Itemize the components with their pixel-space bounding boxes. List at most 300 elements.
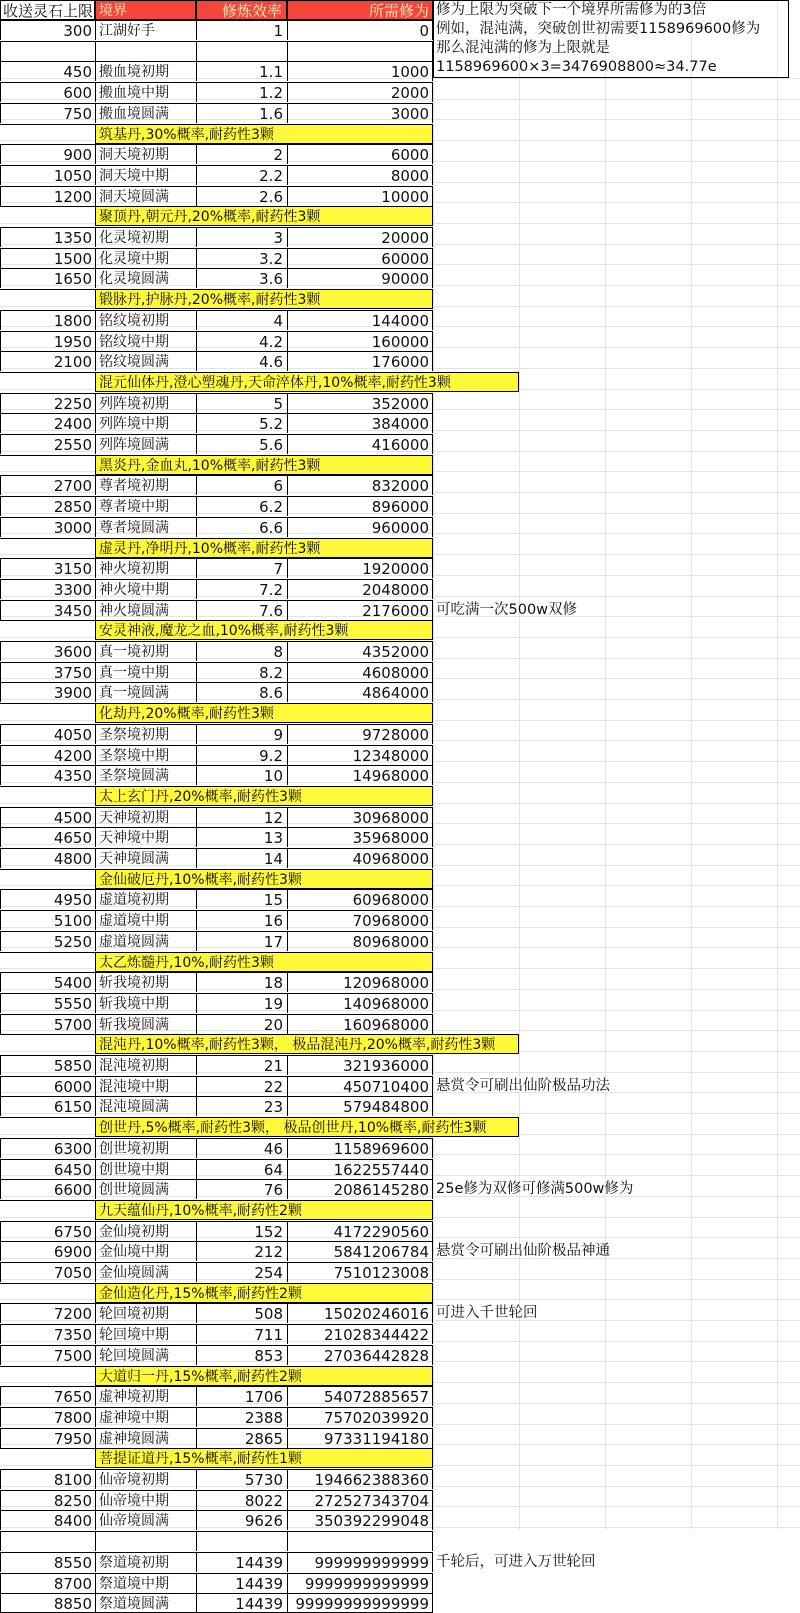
band-spacer-cell[interactable] (0, 1448, 95, 1468)
required-cell[interactable]: 60968000 (287, 889, 433, 909)
limit-cell[interactable]: 1200 (0, 186, 95, 206)
efficiency-cell[interactable]: 13 (196, 827, 287, 847)
band-spacer-cell[interactable] (0, 538, 95, 558)
realm-cell[interactable]: 斩我境初期 (95, 972, 196, 992)
efficiency-cell[interactable]: 18 (196, 972, 287, 992)
realm-cell[interactable]: 圣祭境圆满 (95, 765, 196, 785)
efficiency-cell[interactable]: 64 (196, 1159, 287, 1179)
realm-cell[interactable]: 祭道境中期 (95, 1573, 196, 1593)
limit-cell[interactable]: 7350 (0, 1324, 95, 1344)
efficiency-cell[interactable]: 9 (196, 724, 287, 744)
limit-cell[interactable]: 7950 (0, 1428, 95, 1448)
limit-cell[interactable]: 6900 (0, 1241, 95, 1261)
realm-cell[interactable]: 列阵境中期 (95, 413, 196, 433)
efficiency-cell[interactable]: 7.6 (196, 600, 287, 620)
limit-cell[interactable]: 3300 (0, 579, 95, 599)
realm-cell[interactable]: 金仙境初期 (95, 1221, 196, 1241)
efficiency-cell[interactable]: 3.6 (196, 268, 287, 288)
efficiency-cell[interactable]: 20 (196, 1014, 287, 1034)
required-cell[interactable]: 60000 (287, 248, 433, 268)
limit-cell[interactable]: 2850 (0, 496, 95, 516)
realm-cell[interactable]: 列阵境圆满 (95, 434, 196, 454)
required-cell[interactable]: 8000 (287, 165, 433, 185)
efficiency-cell[interactable]: 8 (196, 641, 287, 661)
realm-cell[interactable]: 斩我境圆满 (95, 1014, 196, 1034)
table-row (0, 413, 433, 433)
efficiency-cell[interactable] (196, 1531, 287, 1551)
table-row (0, 745, 433, 765)
table-row (0, 1241, 433, 1261)
realm-cell[interactable]: 祭道境圆满 (95, 1593, 196, 1613)
efficiency-cell[interactable]: 9626 (196, 1510, 287, 1530)
efficiency-cell[interactable]: 7.2 (196, 579, 287, 599)
required-cell[interactable]: 350392299048 (287, 1510, 433, 1530)
limit-cell[interactable]: 3900 (0, 682, 95, 702)
efficiency-cell[interactable]: 14439 (196, 1573, 287, 1593)
efficiency-cell[interactable]: 7 (196, 558, 287, 578)
efficiency-cell[interactable]: 8.2 (196, 662, 287, 682)
realm-cell[interactable]: 创世境初期 (95, 1138, 196, 1158)
limit-cell[interactable]: 5550 (0, 993, 95, 1013)
realm-cell[interactable]: 仙帝境中期 (95, 1490, 196, 1510)
efficiency-cell[interactable]: 5730 (196, 1469, 287, 1489)
efficiency-cell[interactable]: 3.2 (196, 248, 287, 268)
realm-cell[interactable]: 混沌境圆满 (95, 1096, 196, 1116)
row-note[interactable]: 可进入千世轮回 (436, 1305, 538, 1322)
required-cell[interactable]: 160968000 (287, 1014, 433, 1034)
required-cell[interactable] (287, 41, 433, 61)
efficiency-cell[interactable]: 508 (196, 1303, 287, 1323)
required-cell[interactable]: 1920000 (287, 558, 433, 578)
header-efficiency[interactable]: 修炼效率 (196, 0, 287, 20)
required-cell[interactable]: 384000 (287, 413, 433, 433)
limit-cell[interactable]: 7800 (0, 1407, 95, 1427)
required-cell[interactable]: 2000 (287, 82, 433, 102)
realm-cell[interactable]: 化灵境初期 (95, 227, 196, 247)
required-cell[interactable]: 90000 (287, 268, 433, 288)
efficiency-cell[interactable]: 1706 (196, 1386, 287, 1406)
realm-cell[interactable]: 尊者境中期 (95, 496, 196, 516)
limit-cell[interactable]: 7500 (0, 1345, 95, 1365)
efficiency-cell[interactable]: 8.6 (196, 682, 287, 702)
limit-cell[interactable]: 7650 (0, 1386, 95, 1406)
row-note[interactable]: 悬赏令可刷出仙阶极品神通 (436, 1243, 610, 1260)
limit-cell[interactable]: 3750 (0, 662, 95, 682)
limit-cell[interactable]: 4050 (0, 724, 95, 744)
realm-cell[interactable]: 神火境中期 (95, 579, 196, 599)
limit-cell[interactable]: 7050 (0, 1262, 95, 1282)
efficiency-cell[interactable]: 4.6 (196, 351, 287, 371)
required-cell[interactable]: 120968000 (287, 972, 433, 992)
efficiency-cell[interactable]: 76 (196, 1179, 287, 1199)
limit-cell[interactable]: 5400 (0, 972, 95, 992)
limit-cell[interactable]: 4950 (0, 889, 95, 909)
limit-cell[interactable]: 5250 (0, 931, 95, 951)
band-spacer-cell[interactable] (0, 206, 95, 226)
pill-band[interactable]: 太上玄门丹,20%概率,耐药性3颗 (95, 786, 433, 806)
limit-cell[interactable]: 750 (0, 103, 95, 123)
required-cell[interactable]: 352000 (287, 393, 433, 413)
required-cell[interactable]: 21028344422 (287, 1324, 433, 1344)
efficiency-cell[interactable]: 12 (196, 807, 287, 827)
limit-cell[interactable]: 6750 (0, 1221, 95, 1241)
efficiency-cell[interactable]: 152 (196, 1221, 287, 1241)
limit-cell[interactable]: 900 (0, 144, 95, 164)
realm-cell[interactable]: 洞天境圆满 (95, 186, 196, 206)
efficiency-cell[interactable]: 23 (196, 1096, 287, 1116)
required-cell[interactable]: 416000 (287, 434, 433, 454)
pill-band[interactable]: 大道归一丹,15%概率,耐药性2颗 (95, 1366, 433, 1386)
grid-column-line (777, 0, 778, 1530)
required-cell[interactable]: 99999999999999 (287, 1593, 433, 1613)
realm-cell[interactable]: 尊者境初期 (95, 475, 196, 495)
realm-cell[interactable]: 江湖好手 (95, 20, 196, 40)
required-cell[interactable]: 160000 (287, 331, 433, 351)
band-spacer-cell[interactable] (0, 952, 95, 972)
required-cell[interactable]: 14968000 (287, 765, 433, 785)
efficiency-cell[interactable]: 5 (196, 393, 287, 413)
required-cell[interactable]: 896000 (287, 496, 433, 516)
realm-cell[interactable]: 圣祭境初期 (95, 724, 196, 744)
pill-band[interactable]: 黑炎丹,金血丸,10%概率,耐药性3颗 (95, 455, 433, 475)
realm-cell[interactable]: 轮回境初期 (95, 1303, 196, 1323)
realm-cell[interactable] (95, 41, 196, 61)
limit-cell[interactable]: 8100 (0, 1469, 95, 1489)
table-row (0, 1159, 433, 1179)
row-note[interactable]: 悬赏令可刷出仙阶极品功法 (436, 1077, 610, 1094)
realm-cell[interactable]: 天神境中期 (95, 827, 196, 847)
limit-cell[interactable]: 1950 (0, 331, 95, 351)
pill-band[interactable]: 聚顶丹,朝元丹,20%概率,耐药性3颗 (95, 206, 433, 226)
limit-cell[interactable]: 5700 (0, 1014, 95, 1034)
band-spacer-cell[interactable] (0, 455, 95, 475)
realm-cell[interactable]: 虚道境圆满 (95, 931, 196, 951)
efficiency-cell[interactable]: 19 (196, 993, 287, 1013)
efficiency-cell[interactable]: 2865 (196, 1428, 287, 1448)
required-cell[interactable]: 194662388360 (287, 1469, 433, 1489)
realm-cell[interactable]: 虚神境初期 (95, 1386, 196, 1406)
limit-cell[interactable]: 8400 (0, 1510, 95, 1530)
efficiency-cell[interactable] (196, 41, 287, 61)
efficiency-cell[interactable]: 16 (196, 910, 287, 930)
limit-cell[interactable]: 2550 (0, 434, 95, 454)
realm-cell[interactable]: 真一境初期 (95, 641, 196, 661)
realm-cell[interactable]: 创世境圆满 (95, 1179, 196, 1199)
realm-cell[interactable]: 洞天境中期 (95, 165, 196, 185)
limit-cell[interactable]: 3450 (0, 600, 95, 620)
band-spacer-cell[interactable] (0, 1283, 95, 1303)
efficiency-cell[interactable]: 711 (196, 1324, 287, 1344)
required-cell[interactable]: 3000 (287, 103, 433, 123)
limit-cell[interactable]: 6450 (0, 1159, 95, 1179)
limit-cell[interactable]: 3150 (0, 558, 95, 578)
limit-cell[interactable]: 2700 (0, 475, 95, 495)
band-spacer-cell[interactable] (0, 703, 95, 723)
required-cell[interactable]: 40968000 (287, 848, 433, 868)
required-cell[interactable]: 15020246016 (287, 1303, 433, 1323)
realm-cell[interactable] (95, 1531, 196, 1551)
required-cell[interactable]: 97331194180 (287, 1428, 433, 1448)
efficiency-cell[interactable]: 254 (196, 1262, 287, 1282)
required-cell[interactable]: 176000 (287, 351, 433, 371)
limit-cell[interactable]: 8550 (0, 1552, 95, 1572)
limit-cell[interactable]: 5850 (0, 1055, 95, 1075)
realm-cell[interactable]: 洞天境初期 (95, 144, 196, 164)
efficiency-cell[interactable]: 9.2 (196, 745, 287, 765)
required-cell[interactable]: 4172290560 (287, 1221, 433, 1241)
limit-cell[interactable]: 6300 (0, 1138, 95, 1158)
pill-band[interactable]: 锻脉丹,护脉丹,20%概率,耐药性3颗 (95, 289, 433, 309)
required-cell[interactable]: 960000 (287, 517, 433, 537)
limit-cell[interactable]: 300 (0, 20, 95, 40)
efficiency-cell[interactable]: 15 (196, 889, 287, 909)
blank-row (0, 41, 433, 61)
pill-band[interactable]: 混沌丹,10%概率,耐药性3颗， 极品混沌丹,20%概率,耐药性3颗 (95, 1034, 519, 1054)
header-required[interactable]: 所需修为 (287, 0, 433, 20)
limit-cell[interactable]: 600 (0, 82, 95, 102)
limit-cell[interactable]: 2100 (0, 351, 95, 371)
efficiency-cell[interactable]: 4.2 (196, 331, 287, 351)
required-cell[interactable]: 12348000 (287, 745, 433, 765)
band-spacer-cell[interactable] (0, 1034, 95, 1054)
efficiency-cell[interactable]: 6.2 (196, 496, 287, 516)
required-cell[interactable]: 2176000 (287, 600, 433, 620)
realm-cell[interactable]: 轮回境圆满 (95, 1345, 196, 1365)
required-cell[interactable]: 6000 (287, 144, 433, 164)
realm-cell[interactable]: 混沌境中期 (95, 1076, 196, 1096)
table-row (0, 227, 433, 247)
required-cell[interactable]: 450710400 (287, 1076, 433, 1096)
realm-cell[interactable]: 列阵境初期 (95, 393, 196, 413)
grid-column-line (691, 0, 692, 1530)
efficiency-cell[interactable]: 6 (196, 475, 287, 495)
pill-band[interactable]: 金仙破厄丹,10%概率,耐药性3颗 (95, 869, 433, 889)
realm-cell[interactable]: 搬血境初期 (95, 61, 196, 81)
required-cell[interactable]: 7510123008 (287, 1262, 433, 1282)
efficiency-cell[interactable]: 10 (196, 765, 287, 785)
efficiency-cell[interactable]: 3 (196, 227, 287, 247)
required-cell[interactable]: 2086145280 (287, 1179, 433, 1199)
pill-band[interactable]: 筑基丹,30%概率,耐药性3颗 (95, 124, 433, 144)
required-cell[interactable]: 70968000 (287, 910, 433, 930)
realm-cell[interactable]: 铭纹境中期 (95, 331, 196, 351)
realm-cell[interactable]: 祭道境初期 (95, 1552, 196, 1572)
realm-cell[interactable]: 虚道境中期 (95, 910, 196, 930)
required-cell[interactable]: 321936000 (287, 1055, 433, 1075)
limit-cell[interactable]: 2400 (0, 413, 95, 433)
required-cell[interactable]: 30968000 (287, 807, 433, 827)
top-note[interactable] (433, 0, 789, 78)
band-spacer-cell[interactable] (0, 869, 95, 889)
limit-cell[interactable]: 450 (0, 61, 95, 81)
efficiency-cell[interactable]: 2388 (196, 1407, 287, 1427)
realm-cell[interactable]: 斩我境中期 (95, 993, 196, 1013)
required-cell[interactable]: 1000 (287, 61, 433, 81)
efficiency-cell[interactable]: 1 (196, 20, 287, 40)
required-cell[interactable]: 54072885657 (287, 1386, 433, 1406)
limit-cell[interactable]: 4800 (0, 848, 95, 868)
required-cell[interactable]: 1622557440 (287, 1159, 433, 1179)
realm-cell[interactable]: 化灵境中期 (95, 248, 196, 268)
limit-cell[interactable]: 7200 (0, 1303, 95, 1323)
efficiency-cell[interactable]: 6.6 (196, 517, 287, 537)
realm-cell[interactable]: 神火境圆满 (95, 600, 196, 620)
required-cell[interactable]: 272527343704 (287, 1490, 433, 1510)
limit-cell[interactable]: 1500 (0, 248, 95, 268)
pill-band[interactable]: 创世丹,5%概率,耐药性3颗， 极品创世丹,10%概率,耐药性3颗 (95, 1117, 519, 1137)
band-spacer-cell[interactable] (0, 1200, 95, 1220)
required-cell[interactable]: 999999999999 (287, 1552, 433, 1572)
band-spacer-cell[interactable] (0, 289, 95, 309)
efficiency-cell[interactable]: 4 (196, 310, 287, 330)
required-cell[interactable]: 140968000 (287, 993, 433, 1013)
required-cell[interactable]: 5841206784 (287, 1241, 433, 1261)
required-cell[interactable]: 144000 (287, 310, 433, 330)
efficiency-cell[interactable]: 21 (196, 1055, 287, 1075)
pill-band[interactable]: 安灵神液,魔龙之血,10%概率,耐药性3颗 (95, 620, 433, 640)
limit-cell[interactable]: 4200 (0, 745, 95, 765)
realm-cell[interactable]: 天神境初期 (95, 807, 196, 827)
realm-cell[interactable]: 创世境中期 (95, 1159, 196, 1179)
realm-cell[interactable]: 虚神境圆满 (95, 1428, 196, 1448)
efficiency-cell[interactable]: 2.2 (196, 165, 287, 185)
efficiency-cell[interactable]: 22 (196, 1076, 287, 1096)
band-spacer-cell[interactable] (0, 372, 95, 392)
realm-cell[interactable]: 金仙境圆满 (95, 1262, 196, 1282)
required-cell[interactable]: 9999999999999 (287, 1573, 433, 1593)
pill-band[interactable]: 太乙炼髓丹,10%,耐药性3颗 (95, 952, 433, 972)
efficiency-cell[interactable]: 8022 (196, 1490, 287, 1510)
realm-cell[interactable]: 搬血境圆满 (95, 103, 196, 123)
row-note[interactable]: 可吃满一次500w双修 (436, 601, 578, 618)
realm-cell[interactable]: 圣祭境中期 (95, 745, 196, 765)
required-cell[interactable] (287, 1531, 433, 1551)
limit-cell[interactable]: 6600 (0, 1179, 95, 1199)
realm-cell[interactable]: 铭纹境圆满 (95, 351, 196, 371)
efficiency-cell[interactable]: 1.2 (196, 82, 287, 102)
efficiency-cell[interactable]: 5.2 (196, 413, 287, 433)
table-row (0, 662, 433, 682)
realm-cell[interactable]: 金仙境中期 (95, 1241, 196, 1261)
limit-cell[interactable]: 1650 (0, 268, 95, 288)
required-cell[interactable]: 35968000 (287, 827, 433, 847)
limit-cell[interactable]: 4350 (0, 765, 95, 785)
realm-cell[interactable]: 铭纹境初期 (95, 310, 196, 330)
efficiency-cell[interactable]: 5.6 (196, 434, 287, 454)
required-cell[interactable]: 0 (287, 20, 433, 40)
efficiency-cell[interactable]: 2 (196, 144, 287, 164)
efficiency-cell[interactable]: 2.6 (196, 186, 287, 206)
realm-cell[interactable]: 虚神境中期 (95, 1407, 196, 1427)
limit-cell[interactable]: 1800 (0, 310, 95, 330)
realm-cell[interactable]: 神火境初期 (95, 558, 196, 578)
band-spacer-cell[interactable] (0, 124, 95, 144)
limit-cell[interactable]: 3600 (0, 641, 95, 661)
pill-band[interactable]: 菩提证道丹,15%概率,耐药性1颗 (95, 1448, 433, 1468)
efficiency-cell[interactable]: 17 (196, 931, 287, 951)
band-spacer-cell[interactable] (0, 620, 95, 640)
required-cell[interactable]: 75702039920 (287, 1407, 433, 1427)
efficiency-cell[interactable]: 46 (196, 1138, 287, 1158)
limit-cell[interactable]: 8850 (0, 1593, 95, 1613)
realm-cell[interactable]: 混沌境初期 (95, 1055, 196, 1075)
limit-cell[interactable]: 3000 (0, 517, 95, 537)
pill-band[interactable]: 化劫丹,20%概率,耐药性3颗 (95, 703, 433, 723)
realm-cell[interactable]: 轮回境中期 (95, 1324, 196, 1344)
required-cell[interactable]: 4608000 (287, 662, 433, 682)
required-cell[interactable]: 1158969600 (287, 1138, 433, 1158)
limit-cell[interactable]: 6000 (0, 1076, 95, 1096)
required-cell[interactable]: 80968000 (287, 931, 433, 951)
limit-cell[interactable]: 4500 (0, 807, 95, 827)
limit-cell[interactable]: 2250 (0, 393, 95, 413)
required-cell[interactable]: 20000 (287, 227, 433, 247)
row-note[interactable]: 25e修为双修可修满500w修为 (436, 1181, 634, 1198)
realm-cell[interactable]: 搬血境中期 (95, 82, 196, 102)
limit-cell[interactable]: 8250 (0, 1490, 95, 1510)
limit-cell[interactable] (0, 41, 95, 61)
realm-cell[interactable]: 天神境圆满 (95, 848, 196, 868)
efficiency-cell[interactable]: 14439 (196, 1552, 287, 1572)
table-row (0, 931, 433, 951)
realm-cell[interactable]: 仙帝境初期 (95, 1469, 196, 1489)
efficiency-cell[interactable]: 1.6 (196, 103, 287, 123)
limit-cell[interactable]: 6150 (0, 1096, 95, 1116)
table-row (0, 20, 433, 40)
pill-band[interactable]: 金仙造化丹,15%概率,耐药性2颗 (95, 1283, 433, 1303)
limit-cell[interactable]: 1050 (0, 165, 95, 185)
efficiency-cell[interactable]: 212 (196, 1241, 287, 1261)
pill-band[interactable]: 混元仙体丹,澄心塑魂丹,天命淬体丹,10%概率,耐药性3颗 (95, 372, 519, 392)
required-cell[interactable]: 579484800 (287, 1096, 433, 1116)
required-cell[interactable]: 4352000 (287, 641, 433, 661)
table-row (0, 579, 433, 599)
realm-cell[interactable]: 化灵境圆满 (95, 268, 196, 288)
required-cell[interactable]: 27036442828 (287, 1345, 433, 1365)
limit-cell[interactable] (0, 1531, 95, 1551)
realm-cell[interactable]: 虚道境初期 (95, 889, 196, 909)
table-row (0, 1386, 433, 1406)
efficiency-cell[interactable]: 1.1 (196, 61, 287, 81)
pill-band[interactable]: 虚灵丹,净明丹,10%概率,耐药性3颗 (95, 538, 433, 558)
header-realm[interactable]: 境界 (95, 0, 196, 20)
required-cell[interactable]: 2048000 (287, 579, 433, 599)
required-cell[interactable]: 4864000 (287, 682, 433, 702)
limit-cell[interactable]: 1350 (0, 227, 95, 247)
band-spacer-cell[interactable] (0, 1117, 95, 1137)
header-limit[interactable]: 收送灵石上限 (0, 0, 95, 20)
efficiency-cell[interactable]: 14 (196, 848, 287, 868)
realm-cell[interactable]: 真一境中期 (95, 662, 196, 682)
realm-cell[interactable]: 仙帝境圆满 (95, 1510, 196, 1530)
required-cell[interactable]: 10000 (287, 186, 433, 206)
row-note[interactable]: 千轮后，可进入万世轮回 (436, 1553, 596, 1570)
limit-cell[interactable]: 4650 (0, 827, 95, 847)
required-cell[interactable]: 832000 (287, 475, 433, 495)
limit-cell[interactable]: 5100 (0, 910, 95, 930)
efficiency-cell[interactable]: 14439 (196, 1593, 287, 1613)
limit-cell[interactable]: 8700 (0, 1573, 95, 1593)
table-row (0, 827, 433, 847)
table-row (0, 268, 433, 288)
band-spacer-cell[interactable] (0, 1366, 95, 1386)
band-spacer-cell[interactable] (0, 786, 95, 806)
required-cell[interactable]: 9728000 (287, 724, 433, 744)
realm-cell[interactable]: 尊者境圆满 (95, 517, 196, 537)
realm-cell[interactable]: 真一境圆满 (95, 682, 196, 702)
efficiency-cell[interactable]: 853 (196, 1345, 287, 1365)
pill-band[interactable]: 九天蕴仙丹,10%概率,耐药性2颗 (95, 1200, 433, 1220)
